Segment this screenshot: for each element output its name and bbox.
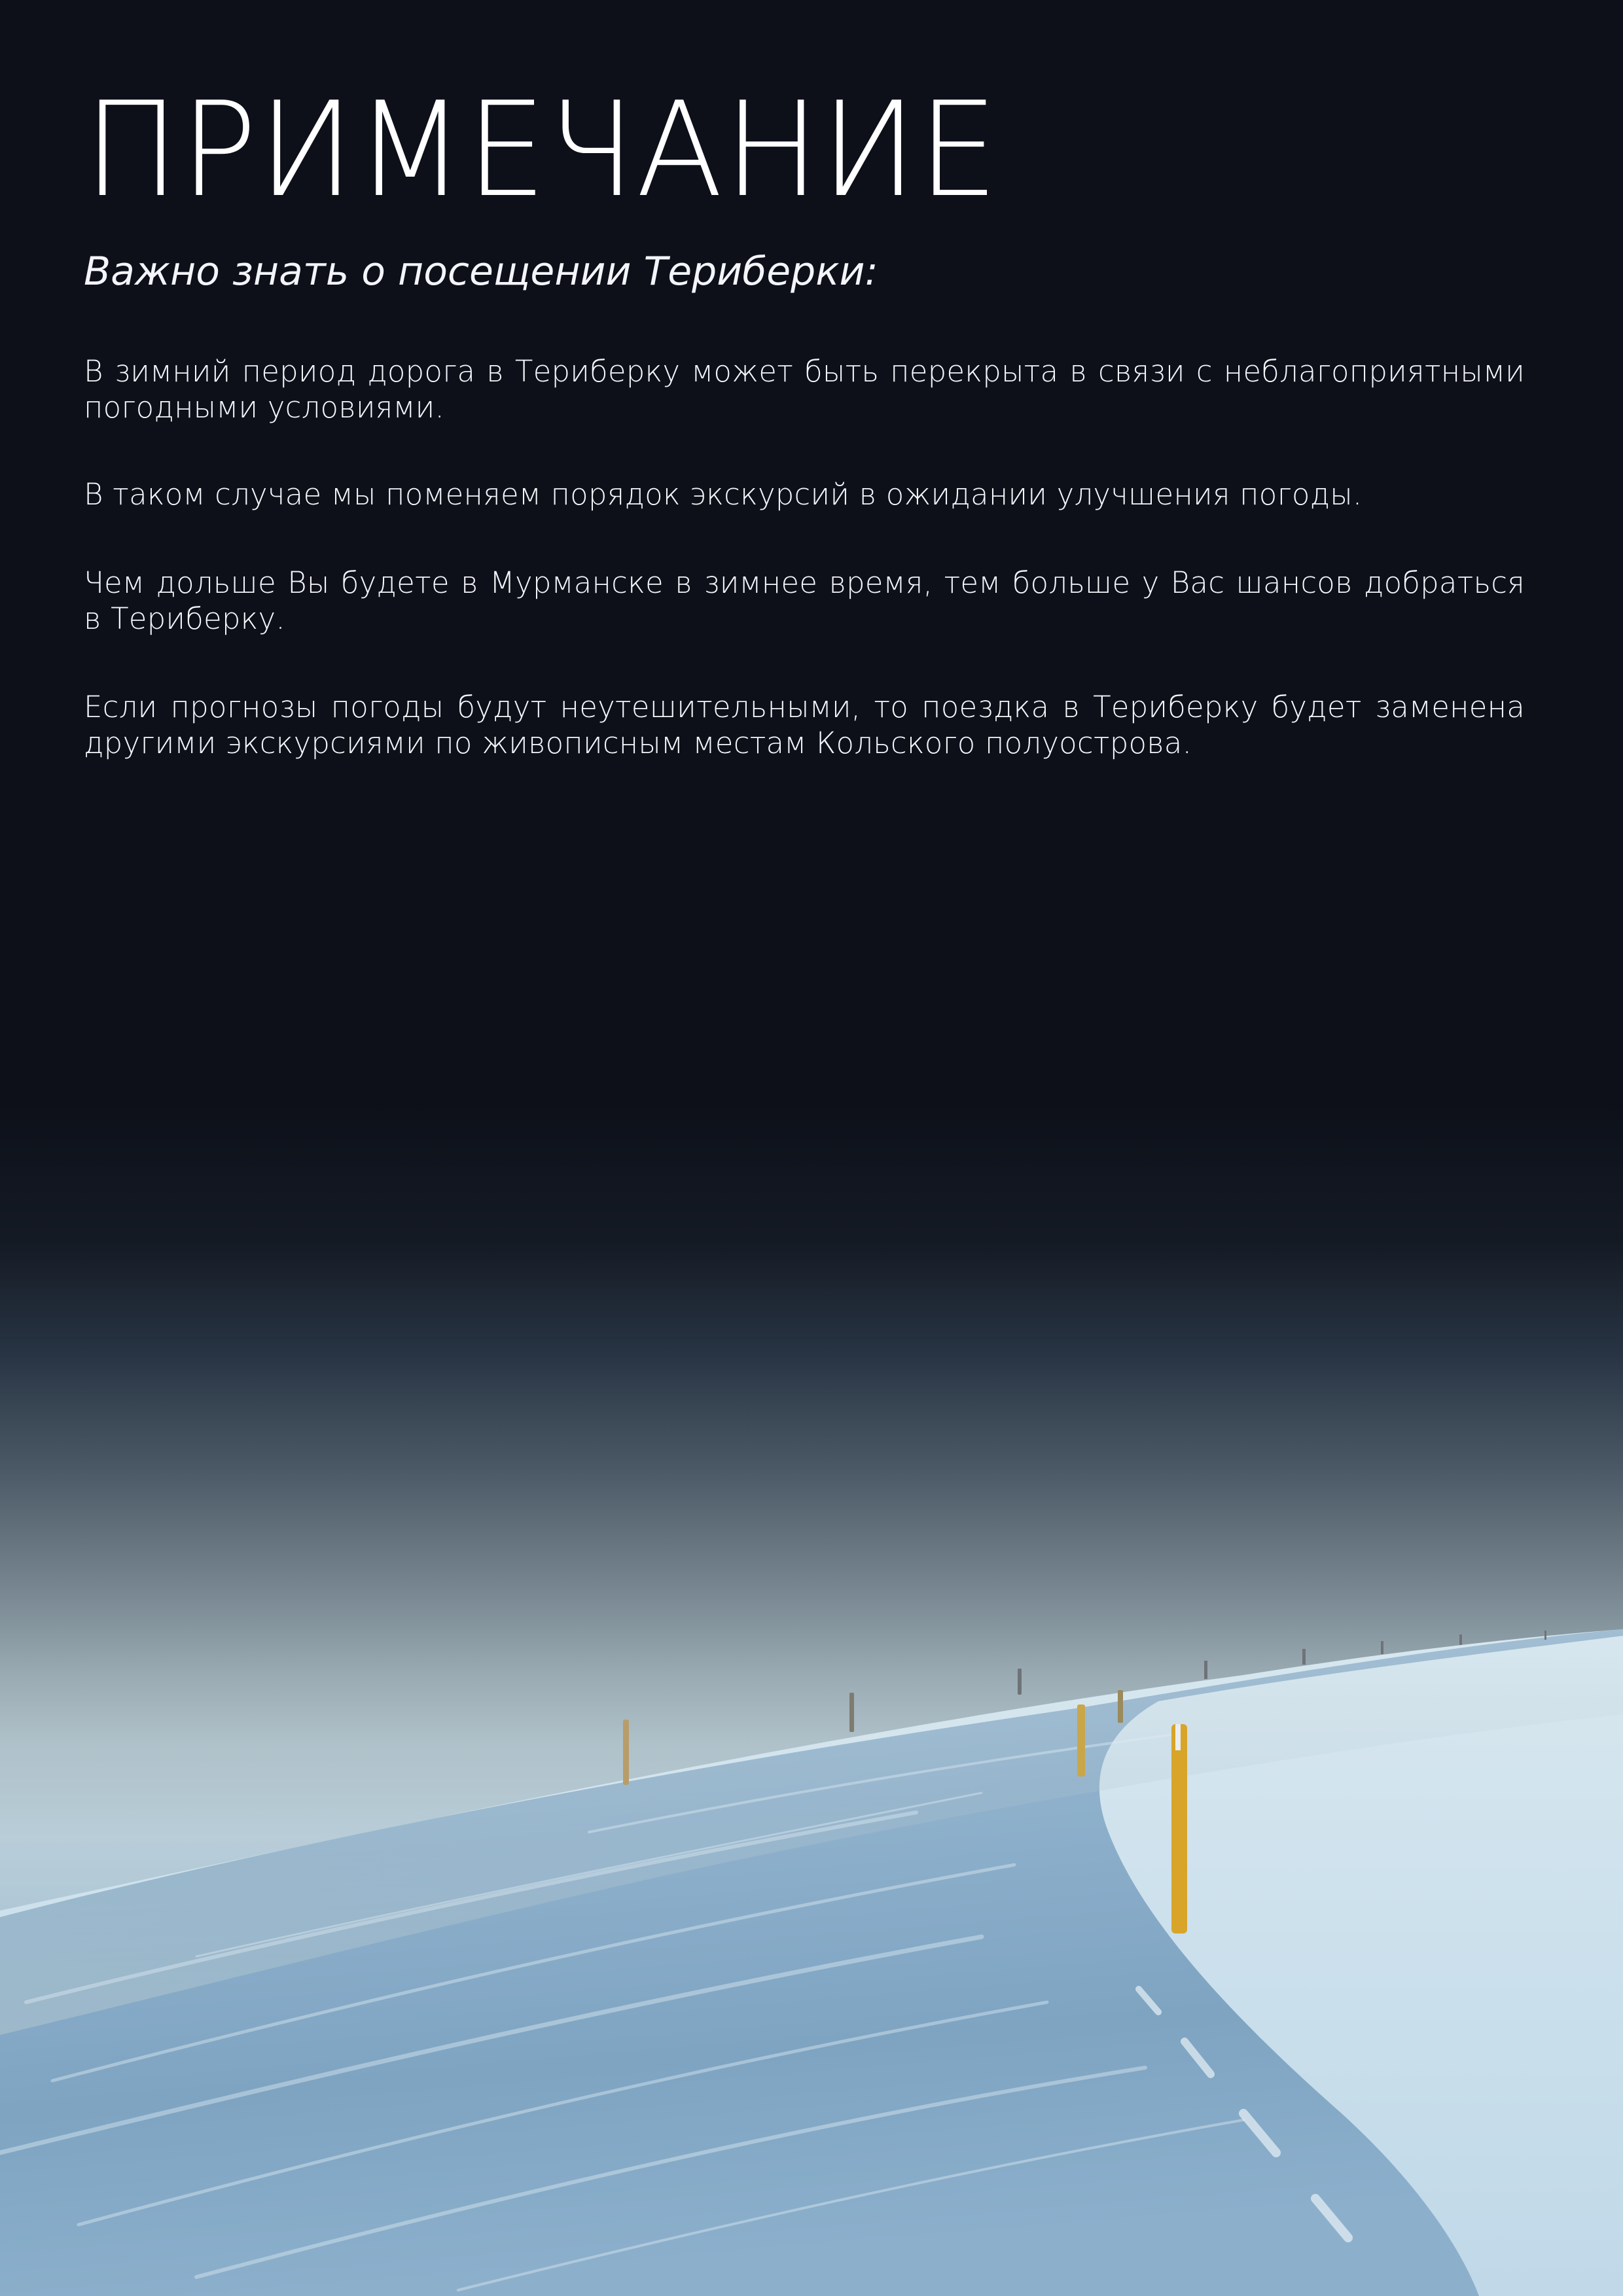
marker-pole xyxy=(1175,1724,1181,1750)
snow-landscape xyxy=(0,1629,1623,2296)
paragraph-schedule-change: В таком случае мы поменяем порядок экскурсий в ожидании улучшения погоды. xyxy=(84,477,1363,512)
subtitle: Важно знать о посещении Териберки: xyxy=(84,249,878,294)
paragraph-alternative-tours: Если прогнозы погоды будут неутешительными, то поездка в Териберку будет заменена другими экскурсиями по живописным местам Кольского полуострова. xyxy=(84,690,1525,760)
paragraph-longer-stay: Чем дольше Вы будете в Мурманске в зимнее время, тем больше у Вас шансов добраться в Териберку. xyxy=(84,565,1525,636)
marker-pole xyxy=(1381,1641,1383,1654)
marker-pole xyxy=(1459,1634,1462,1645)
marker-pole xyxy=(623,1720,629,1785)
marker-pole xyxy=(849,1693,854,1732)
marker-pole xyxy=(1204,1661,1207,1679)
marker-pole xyxy=(1077,1704,1085,1776)
note-content xyxy=(84,74,1525,761)
marker-pole xyxy=(1118,1690,1123,1723)
marker-pole xyxy=(1018,1669,1022,1695)
paragraph-road-closure: В зимний период дорога в Териберку может быть перекрыта в связи с неблагоприятными погодными условиями. xyxy=(84,354,1525,425)
marker-pole xyxy=(1171,1724,1187,1934)
marker-pole xyxy=(1302,1649,1306,1665)
page-title: ПРИМЕЧАНИЕ xyxy=(84,74,1000,226)
marker-pole xyxy=(1544,1631,1546,1640)
